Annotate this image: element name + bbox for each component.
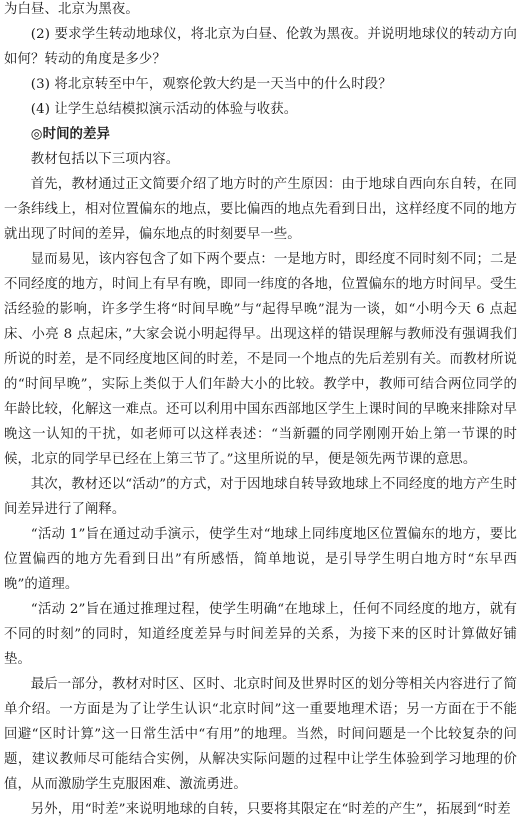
text-paragraph: 其次，教材还以“活动”的方式，对于因地球自转导致地球上不同经度的地方产生时间差异进行了阐释。: [4, 477, 517, 517]
text-paragraph: (3) 将北京转至中午，观察伦敦大约是一天当中的什么时段？: [30, 77, 392, 92]
text-paragraph: 为白昼、北京为黑夜。: [4, 2, 139, 17]
text-paragraph: “活动 2”旨在通过推理过程，使学生明确“在地球上，任何不同经度的地方，就有不同的时刻”的同时，知道经度差异与时间差异的关系，为接下来的区时计算做好铺垫。: [4, 602, 517, 667]
text-paragraph: (2) 要求学生转动地球仪，将北京为白昼、伦敦为黑夜。并说明地球仪的转动方向如何？转动的角度是多少？: [4, 27, 517, 67]
text-paragraph: 首先，教材通过正文简要介绍了地方时的产生原因：由于地球自西向东自转，在同一条纬线上，相对位置偏东的地点，要比偏西的地点先看到日出，这样经度不同的地方就出现了时间的差异，偏东地点的时刻要早一些。: [4, 177, 517, 242]
section-heading: ◎时间的差异: [30, 126, 111, 142]
text-paragraph: “活动 1”旨在通过动手演示，使学生对“地球上同纬度地区位置偏东的地方，要比位置偏西的地方先看到日出”有所感悟，简单地说，是引导学生明白地方时“东早西晚”的道理。: [4, 527, 517, 592]
text-paragraph: 教材包括以下三项内容。: [30, 152, 180, 167]
text-paragraph: 显而易见，该内容包含了如下两个要点：一是地方时，即经度不同时刻不同；二是不同经度的地方，时间上有早有晚，即同一纬度的各地，位置偏东的地方时间早。受生活经验的影响，许多学生将“时间早晚”与“起得早晚”混为一谈，如“小明今天 6 点起床、小亮 8 点起床，”大家会说小明起得早。出现这样的错误理解与教师没有强调我们所说的时差，是不同经度地区间的时差，不是同一个地点的先后差别有关。而教材所说的“时间早晚”，实际上类似于人们年龄大小的比较。教学中，教师可结合两位同学的年龄比较，化解这一难点。还可以利用中国东西部地区学生上课时间的早晚来排除对早晚这一认知的干扰，如老师可以这样表述：“当新疆的同学刚刚开始上第一节课的时候，北京的同学早已经在上第三节了。”这里所说的早，便是领先两节课的意思。: [4, 252, 517, 467]
text-paragraph: (4) 让学生总结模拟演示活动的体验与收获。: [30, 102, 298, 117]
text-paragraph: 另外，用“时差”来说明地球的自转，只要将其限定在“时差的产生”，拓展到“时差: [30, 802, 511, 817]
text-paragraph: 最后一部分，教材对时区、区时、北京时间及世界时区的划分等相关内容进行了简单介绍。一方面是为了让学生认识“北京时间”这一重要地理术语；另一方面在于不能回避“区时计算”这一日常生活中“有用”的地理。当然，时间问题是一个比较复杂的问题，建议教师尽可能结合实例，从解决实际问题的过程中让学生体验到学习地理的价值，从而激励学生克服困难、激流勇进。: [4, 677, 517, 792]
